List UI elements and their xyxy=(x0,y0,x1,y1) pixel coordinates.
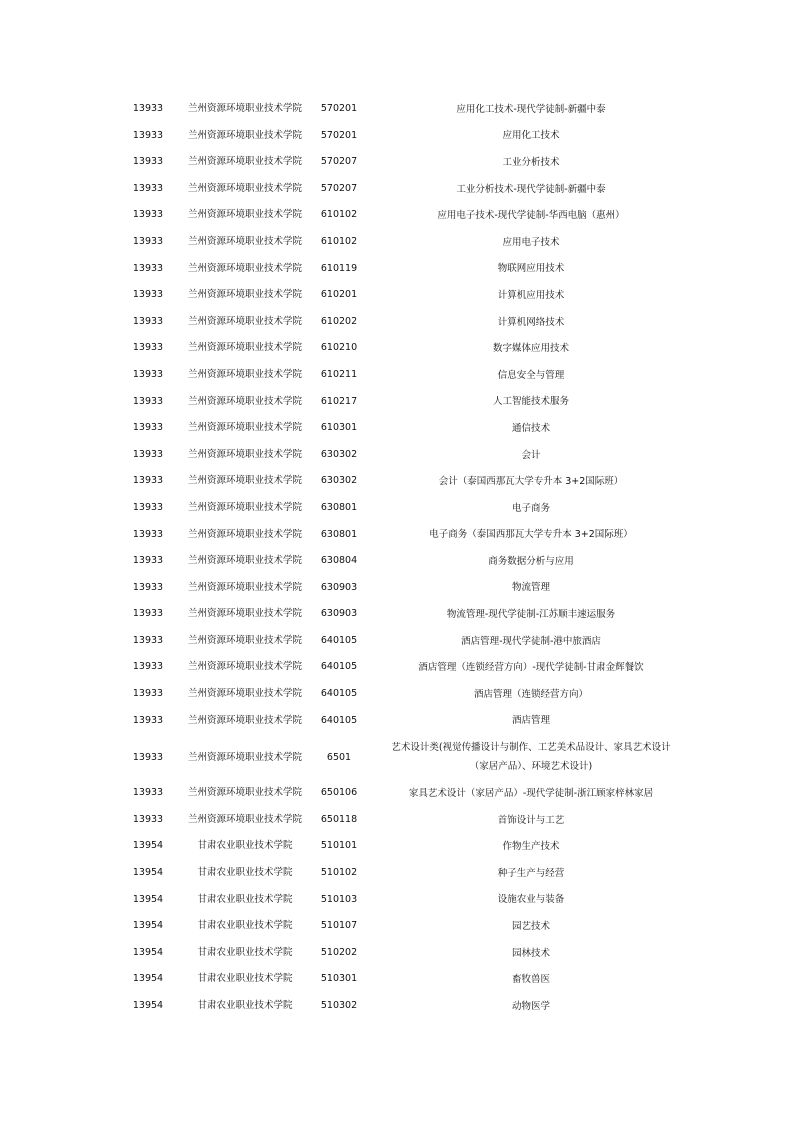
major-code-cell: 570207 xyxy=(320,182,358,194)
table-row xyxy=(118,389,696,416)
school-code-cell: 13933 xyxy=(132,751,164,763)
major-code-cell: 630302 xyxy=(320,475,358,487)
major-code-cell: 610301 xyxy=(320,422,358,434)
school-name-cell: 兰州资源环境职业技术学院 xyxy=(187,209,302,221)
major-name-cell: 畜牧兽医 xyxy=(511,974,550,986)
school-name-cell: 兰州资源环境职业技术学院 xyxy=(187,103,302,114)
school-name-cell: 兰州资源环境职业技术学院 xyxy=(187,342,302,354)
major-name-cell: 酒店管理（连锁经营方向）-现代学徒制-甘肃金辉餐饮 xyxy=(418,662,644,674)
major-code-cell: 570201 xyxy=(320,129,358,141)
table-row xyxy=(118,176,696,203)
table-row xyxy=(118,860,696,887)
school-name-cell: 甘肃农业职业技术学院 xyxy=(197,1000,293,1011)
table-row xyxy=(118,282,696,309)
school-code-cell: 13933 xyxy=(132,661,164,673)
table-row xyxy=(118,149,696,176)
school-name-cell: 兰州资源环境职业技术学院 xyxy=(187,501,302,513)
major-code-cell: 610102 xyxy=(320,209,358,221)
table-row xyxy=(118,522,696,549)
school-code-cell: 13933 xyxy=(132,528,164,540)
school-code-cell: 13933 xyxy=(132,129,164,141)
school-name-cell: 甘肃农业职业技术学院 xyxy=(197,973,293,985)
table-row xyxy=(118,442,696,469)
school-code-cell: 13933 xyxy=(132,289,164,301)
school-code-cell: 13933 xyxy=(132,813,164,825)
major-name-cell: 计算机应用技术 xyxy=(497,289,565,301)
major-code-cell: 510101 xyxy=(320,840,358,852)
school-name-cell: 甘肃农业职业技术学院 xyxy=(197,893,293,905)
major-name-cell: 园艺技术 xyxy=(511,921,550,933)
major-name-cell: 商务数据分析与应用 xyxy=(488,555,574,567)
major-name-cell: 物流管理 xyxy=(511,582,550,594)
school-name-cell: 兰州资源环境职业技术学院 xyxy=(187,751,302,763)
major-code-cell: 650106 xyxy=(320,787,358,799)
major-name-cell: 应用电子技术-现代学徒制-华西电脑（惠州） xyxy=(437,210,625,222)
school-name-cell: 兰州资源环境职业技术学院 xyxy=(187,315,302,327)
school-code-cell: 13954 xyxy=(132,867,164,879)
table-row xyxy=(118,966,696,993)
major-code-cell: 630801 xyxy=(320,528,358,540)
school-code-cell: 13933 xyxy=(132,688,164,700)
major-name-line: 艺术设计类(视觉传播设计与制作、工艺美术品设计、家具艺术设计 xyxy=(391,742,671,754)
major-code-cell: 630804 xyxy=(320,555,358,567)
major-code-cell: 650118 xyxy=(320,813,358,825)
major-name-cell: 会计（泰国西那瓦大学专升本 3+2国际班） xyxy=(438,476,624,488)
major-code-cell: 630801 xyxy=(320,501,358,513)
school-name-cell: 兰州资源环境职业技术学院 xyxy=(187,634,302,646)
major-name-cell: 首饰设计与工艺 xyxy=(497,814,565,826)
school-code-cell: 13933 xyxy=(132,368,164,380)
major-name-cell: 人工智能技术服务 xyxy=(492,396,569,408)
school-name-cell: 兰州资源环境职业技术学院 xyxy=(187,688,302,700)
major-name-cell: 计算机网络技术 xyxy=(497,316,565,328)
school-code-cell: 13933 xyxy=(132,315,164,327)
school-name-cell: 兰州资源环境职业技术学院 xyxy=(187,714,302,726)
table-row xyxy=(118,601,696,628)
school-name-cell: 兰州资源环境职业技术学院 xyxy=(187,555,302,567)
major-code-cell: 510302 xyxy=(320,1000,358,1011)
table-row xyxy=(118,548,696,575)
table-row xyxy=(118,229,696,256)
school-code-cell: 13933 xyxy=(132,787,164,799)
school-name-cell: 兰州资源环境职业技术学院 xyxy=(187,156,302,168)
major-name-cell: 设施农业与装备 xyxy=(497,894,565,906)
table-row xyxy=(118,780,696,807)
major-code-cell: 610202 xyxy=(320,315,358,327)
school-code-cell: 13954 xyxy=(132,893,164,905)
school-code-cell: 13933 xyxy=(132,608,164,620)
major-name-cell: 物流管理-现代学徒制-江苏顺丰速运服务 xyxy=(446,609,616,621)
table-row xyxy=(118,708,696,735)
table-row xyxy=(118,734,696,780)
major-code-cell: 630903 xyxy=(320,608,358,620)
school-code-cell: 13933 xyxy=(132,581,164,593)
enrollment-table xyxy=(118,96,696,1020)
table-row xyxy=(118,913,696,940)
table-row xyxy=(118,96,696,123)
table-row xyxy=(118,628,696,655)
school-name-cell: 兰州资源环境职业技术学院 xyxy=(187,182,302,194)
major-code-cell: 640105 xyxy=(320,661,358,673)
table-row xyxy=(118,362,696,389)
school-code-cell: 13933 xyxy=(132,342,164,354)
school-code-cell: 13954 xyxy=(132,1000,164,1011)
table-row xyxy=(118,468,696,495)
school-code-cell: 13933 xyxy=(132,209,164,221)
major-code-cell: 610217 xyxy=(320,395,358,407)
major-code-cell: 610210 xyxy=(320,342,358,354)
major-code-cell: 610201 xyxy=(320,289,358,301)
major-name-cell: 应用化工技术 xyxy=(502,130,560,142)
major-code-cell: 610119 xyxy=(320,262,358,274)
table-row xyxy=(118,335,696,362)
table-row xyxy=(118,654,696,681)
school-name-cell: 兰州资源环境职业技术学院 xyxy=(187,368,302,380)
major-name-cell: 酒店管理-现代学徒制-港中旅酒店 xyxy=(461,635,601,647)
table-row xyxy=(118,256,696,283)
major-code-cell: 640105 xyxy=(320,688,358,700)
major-name-line: （家居产品）、环境艺术设计) xyxy=(469,761,593,773)
major-name-cell: 酒店管理 xyxy=(511,715,550,727)
major-code-cell: 640105 xyxy=(320,634,358,646)
school-code-cell: 13933 xyxy=(132,555,164,567)
major-name-cell: 数字媒体应用技术 xyxy=(492,343,569,355)
school-name-cell: 甘肃农业职业技术学院 xyxy=(197,840,293,852)
school-name-cell: 兰州资源环境职业技术学院 xyxy=(187,235,302,247)
table-row xyxy=(118,807,696,834)
table-row xyxy=(118,202,696,229)
table-row xyxy=(118,833,696,860)
table-row xyxy=(118,495,696,522)
school-code-cell: 13933 xyxy=(132,714,164,726)
school-name-cell: 兰州资源环境职业技术学院 xyxy=(187,475,302,487)
major-name-cell: 信息安全与管理 xyxy=(497,369,565,381)
school-code-cell: 13933 xyxy=(132,235,164,247)
major-name-cell: 园林技术 xyxy=(511,947,550,959)
major-code-cell: 510202 xyxy=(320,946,358,958)
table-row xyxy=(118,887,696,914)
major-name-cell: 种子生产与经营 xyxy=(497,867,565,879)
major-code-cell: 610211 xyxy=(320,368,358,380)
table-row xyxy=(118,681,696,708)
major-name-cell: 会计 xyxy=(521,449,541,461)
school-code-cell: 13933 xyxy=(132,156,164,168)
school-name-cell: 兰州资源环境职业技术学院 xyxy=(187,289,302,301)
school-code-cell: 13933 xyxy=(132,475,164,487)
school-name-cell: 兰州资源环境职业技术学院 xyxy=(187,608,302,620)
school-name-cell: 甘肃农业职业技术学院 xyxy=(197,946,293,958)
school-code-cell: 13933 xyxy=(132,448,164,460)
major-code-cell: 610102 xyxy=(320,235,358,247)
school-name-cell: 兰州资源环境职业技术学院 xyxy=(187,787,302,799)
major-name-cell: 电子商务（泰国西那瓦大学专升本 3+2国际班） xyxy=(429,529,633,541)
school-name-cell: 兰州资源环境职业技术学院 xyxy=(187,395,302,407)
major-name-cell: 物联网应用技术 xyxy=(497,263,565,275)
school-code-cell: 13954 xyxy=(132,973,164,985)
major-code-cell: 630903 xyxy=(320,581,358,593)
table-row xyxy=(118,415,696,442)
major-name-cell: 家具艺术设计（家居产品）-现代学徒制-浙江顾家梓林家居 xyxy=(408,788,654,800)
major-code-cell: 630302 xyxy=(320,448,358,460)
major-name-cell: 作物生产技术 xyxy=(502,841,560,853)
school-code-cell: 13954 xyxy=(132,920,164,932)
school-name-cell: 兰州资源环境职业技术学院 xyxy=(187,661,302,673)
school-code-cell: 13933 xyxy=(132,395,164,407)
school-code-cell: 13933 xyxy=(132,422,164,434)
school-name-cell: 甘肃农业职业技术学院 xyxy=(197,920,293,932)
major-code-cell: 510301 xyxy=(320,973,358,985)
table-row xyxy=(118,309,696,336)
school-code-cell: 13933 xyxy=(132,634,164,646)
school-name-cell: 兰州资源环境职业技术学院 xyxy=(187,262,302,274)
major-code-cell: 640105 xyxy=(320,714,358,726)
major-code-cell: 510107 xyxy=(320,920,358,932)
school-name-cell: 兰州资源环境职业技术学院 xyxy=(187,581,302,593)
table-row xyxy=(118,123,696,150)
major-code-cell: 6501 xyxy=(326,751,352,763)
school-name-cell: 兰州资源环境职业技术学院 xyxy=(187,813,302,825)
school-code-cell: 13933 xyxy=(132,182,164,194)
major-code-cell: 510102 xyxy=(320,867,358,879)
school-code-cell: 13954 xyxy=(132,946,164,958)
major-name-cell: 应用化工技术-现代学徒制-新疆中泰 xyxy=(456,103,606,115)
major-code-cell: 570207 xyxy=(320,156,358,168)
school-code-cell: 13933 xyxy=(132,103,164,114)
table-row xyxy=(118,993,696,1020)
major-name-cell: 工业分析技术-现代学徒制-新疆中泰 xyxy=(456,183,606,195)
table-row xyxy=(118,575,696,602)
major-name-cell: 工业分析技术 xyxy=(502,156,560,168)
table-row xyxy=(118,940,696,967)
major-name-cell: 电子商务 xyxy=(511,502,550,514)
school-name-cell: 兰州资源环境职业技术学院 xyxy=(187,528,302,540)
major-code-cell: 510103 xyxy=(320,893,358,905)
major-code-cell: 570201 xyxy=(320,103,358,114)
major-name-cell: 动物医学 xyxy=(511,1000,550,1012)
school-code-cell: 13933 xyxy=(132,262,164,274)
major-name-cell xyxy=(366,734,696,780)
major-name-cell: 应用电子技术 xyxy=(502,236,560,248)
school-name-cell: 甘肃农业职业技术学院 xyxy=(197,867,293,879)
school-name-cell: 兰州资源环境职业技术学院 xyxy=(187,422,302,434)
school-name-cell: 兰州资源环境职业技术学院 xyxy=(187,448,302,460)
major-name-cell: 通信技术 xyxy=(511,422,550,434)
school-code-cell: 13954 xyxy=(132,840,164,852)
school-name-cell: 兰州资源环境职业技术学院 xyxy=(187,129,302,141)
major-name-cell: 酒店管理（连锁经营方向） xyxy=(473,688,588,700)
school-code-cell: 13933 xyxy=(132,501,164,513)
